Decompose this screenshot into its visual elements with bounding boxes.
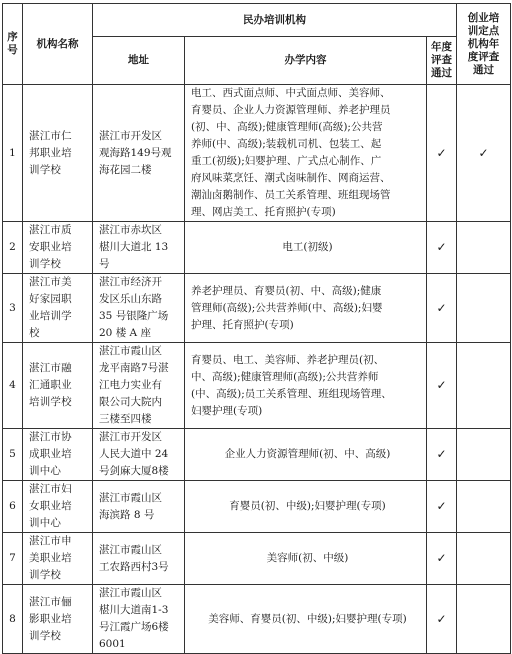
row-startup-review-check [457,429,511,481]
table-row [3,222,511,274]
row-address: 湛江市赤坎区 椹川大道北 13 号 [93,222,185,274]
table-row [3,533,511,585]
row-training-content: 育婴员、电工、美容师、养老护理员(初、 中、高级);健康管理师(高级);公共营养师 (中、高级);员工关系管理、班组现场管理、 妇婴护理(专项) [185,343,427,429]
row-address: 湛江市霞山区 工农路西村3号 [93,533,185,585]
row-institution-name: 湛江市申 美职业培 训学校 [23,533,93,585]
header-row-top [3,4,511,37]
row-address: 湛江市霞山区 椹川大道南1-3 号江霞广场6楼 6001 [93,585,185,654]
row-training-content: 企业人力资源管理师(初、中、高级) [185,429,427,481]
row-annual-review-check: ✓ [427,85,457,222]
table-body [3,85,511,654]
row-startup-review-check: ✓ [457,85,511,222]
row-address: 湛江市经济开 发区乐山东路 35 号银隆广场 20 楼 A 座 [93,274,185,343]
row-startup-review-check [457,343,511,429]
row-training-content: 美容师、育婴员(初、中级);妇婴护理(专项) [185,585,427,654]
table-row [3,343,511,429]
row-training-content: 电工、西式面点师、中式面点师、美容师、 育婴员、企业人力资源管理师、养老护理员 (初、中、高级);健康管理师(高级);公共营 养师(中、高级);装载机司机、包装工、起 重工(初级);妇婴护理、广式点心制作、广 府风味菜烹饪、潮式卤味制作、网商运营、 潮汕卤鹅制作、员工关系管理、班组现场管 理、网店美工、托育照护(专项) [185,85,427,222]
row-seq: 1 [3,85,23,222]
row-startup-review-check [457,533,511,585]
row-training-content: 美容师(初、中级) [185,533,427,585]
row-startup-review-check [457,274,511,343]
table-row [3,274,511,343]
row-seq: 6 [3,481,23,533]
row-annual-review-check: ✓ [427,343,457,429]
row-annual-review-check: ✓ [427,533,457,585]
row-institution-name: 湛江市仁 邦职业培 训学校 [23,85,93,222]
row-training-content: 养老护理员、育婴员(初、中、高级);健康 管理师(高级);公共营养师(中、高级);妇婴 护理、托育照护(专项) [185,274,427,343]
row-startup-review-check [457,481,511,533]
row-institution-name: 湛江市俪 影职业培 训学校 [23,585,93,654]
table-row [3,585,511,654]
row-startup-review-check [457,222,511,274]
table-row [3,85,511,222]
row-training-content: 电工(初级) [185,222,427,274]
document-table-wrapper [2,3,510,654]
header-name: 机构名称 [23,4,93,85]
row-annual-review-check: ✓ [427,481,457,533]
row-startup-review-check [457,585,511,654]
header-startup: 创业培 训定点 机构年 度评查 通过 [457,4,511,85]
row-address: 湛江市霞山区 龙平南路7号湛 江电力实业有 限公司大院内 三楼至四楼 [93,343,185,429]
table-row [3,481,511,533]
row-address: 湛江市开发区 观海路149号观 海花园二楼 [93,85,185,222]
row-institution-name: 湛江市质 安职业培 训学校 [23,222,93,274]
row-annual-review-check: ✓ [427,274,457,343]
row-annual-review-check: ✓ [427,585,457,654]
row-seq: 2 [3,222,23,274]
training-institutions-table [2,3,511,654]
row-institution-name: 湛江市美 好家园职 业培训学 校 [23,274,93,343]
row-seq: 7 [3,533,23,585]
row-seq: 8 [3,585,23,654]
table-row [3,429,511,481]
header-content: 办学内容 [185,37,427,85]
row-annual-review-check: ✓ [427,429,457,481]
row-seq: 3 [3,274,23,343]
header-address: 地址 [93,37,185,85]
row-institution-name: 湛江市协 成职业培 训中心 [23,429,93,481]
row-address: 湛江市开发区 人民大道中 24 号剑麻大厦8楼 [93,429,185,481]
row-seq: 5 [3,429,23,481]
row-institution-name: 湛江市融 汇通职业 培训学校 [23,343,93,429]
row-address: 湛江市霞山区 海滨路 8 号 [93,481,185,533]
header-seq: 序 号 [3,4,23,85]
header-group: 民办培训机构 [93,4,457,37]
row-training-content: 育婴员(初、中级);妇婴护理(专项) [185,481,427,533]
header-annual: 年度 评查 通过 [427,37,457,85]
row-annual-review-check: ✓ [427,222,457,274]
row-seq: 4 [3,343,23,429]
row-institution-name: 湛江市妇 女职业培 训中心 [23,481,93,533]
